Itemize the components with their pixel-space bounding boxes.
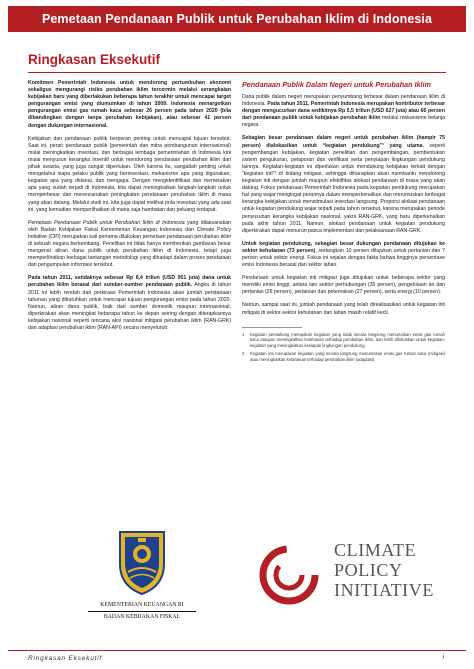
cpi-logo	[258, 540, 448, 620]
supporting-text: , seperti pengembangan kebijakan, kegiatan penelitian dan pengembangan, pembentukan sistem pengukuran, pelaporan dan verifikasi serta penyiapan lingkungan pendukung lainnya. Kegiatan-kegiatan ini diperlukan untuk mendukung kebijakan terkait dengan “kegiatan inti”² di bidang mitigasi, sehingga diharapkan akan membantu mendorong kegiatan inti dengan jumlah maupun efektifitas alokasi pendanaan di masa yang akan datang. Fokus pendanaan Pemerintah Indonesia pada kegiatan pendukung merupakan hal yang wajar mengingat perannya dalam memperkenalkan dan merumuskan berbagai kerangka kebijakan untuk menstimulasi investasi langsung. Proporsi alokasi pendanaan untuk kegiatan pendukung wajar terjadi pada tahun tersebut, karena merupakan periode penyusunan kerangka kebijakan nasional, yakni RAN-GRK, yang baru diperkenalkan pada akhir tahun 2011. Namun, alokasi pendanaan untuk kegiatan pendukung diperkirakan dapat menurun pasca implementasi dan pelaksanaan RAN-GRK.	[242, 142, 445, 234]
cpi-word-2: POLICY	[334, 560, 403, 580]
cpi-word-3: INITIATIVE	[334, 580, 434, 600]
forestry-text: , sedangkan 10 persen ditujukan untuk pertanian dan 7 persen untuk sektor energi. Fokus ini sejalan dengan fakta bahwa tingginya persentase emisi Indonesia berasal dari sektor lahan.	[242, 247, 445, 269]
left-column	[28, 80, 231, 338]
paragraph-intro: Komitmen Pemerintah Indonesia untuk mendorong pertumbuhan ekonomi sekaligus mengurangi risiko perubahan iklim tercermin melalui serangkaian kebijakan baru yang diberlakukan beberapa tahun terakhir untuk mencapai target pengurangan emisi yang diumumkan di tahun 2009. Indonesia menargetkan pengurangan emisi gas rumah kaca sebesar 26 persen pada tahun 2020 (bila dibandingkan dengan tanpa perubahan kebijakan), atau sebesar 41 persen dengan dukungan internasional.	[28, 80, 231, 129]
section-title: Ringkasan Eksekutif	[28, 52, 161, 67]
domestic-highlight: Pada tahun 2011, Pemerintah Indonesia merupakan kontributor terbesar dengan mengucurkan dana sedikitnya Rp 5,5 triliun (USD 627 juta) atau 66 persen dari pendanaan publik untuk kebijakan perubahan iklim	[242, 101, 445, 122]
footnote-divider	[242, 327, 302, 328]
paragraph-forestry	[242, 241, 445, 269]
footnote-number: 2	[242, 351, 245, 357]
kemenkeu-logo	[82, 528, 202, 638]
kemenkeu-agency: BADAN KEBIJAKAN FISKAL	[103, 614, 181, 620]
footnote-2	[242, 351, 445, 362]
document-title-banner	[8, 6, 466, 32]
paragraph-study-description	[28, 220, 231, 270]
footnote-1	[242, 332, 445, 349]
subsection-heading: Pendanaan Publik Dalam Negeri untuk Perubahan Iklim	[242, 80, 431, 89]
paragraph-realized-funding: Namun, sampai saat ini, jumlah pendanaan yang telah direalisasikan untuk kegiatan inti mitigasi di sektor-sektor kehutanan dan lahan masih relatif kecil.	[242, 302, 445, 316]
footer-divider	[8, 650, 466, 651]
domestic-text-b: melalui mekanisme belanja negara.	[242, 115, 445, 129]
study-description-text: yang dilaksanakan oleh Badan Kebijakan Fiskal Kementerian Keuangan Indonesia dan Climate Policy Initiative (CPI) merupakan kali pertama dilakukan pemetaan pendanaan perubahan iklim di sebuah negara berkembang. Penelitian ini tidak hanya memberikan gambaran besar mengenai aliran dana publik untuk perubahan iklim di Indonesia, tetapi juga memperlihatkan berbagai tantangan metodologi yang dihadapi dalam proses pendataan dan pengumpulan informasi tersebut.	[28, 219, 232, 269]
footnote-text: Kegiatan pendukung merupakan kegiatan yang tidak secara langsung menurunkan emisi gas rumah kaca ataupun meningkatkan ketahanan terhadap perubahan iklim, dan lebih difokuskan untuk kegiatan-kegiatan yang meningkatkan kesiapan lingkungan pendukung.	[250, 331, 445, 348]
domestic-text-a: Dana publik dalam negeri merupakan penyumbang terbesar dalam pendanaan iklim di Indonesia.	[242, 94, 445, 108]
paragraph-core-mitigation: Pendanaan untuk kegiatan inti mitigasi juga ditujukan untuk beberapa sektor yang memiliki emisi tinggi, antara lain sektor perhubungan (35 persen), pengelolaan air dan pertanian (26 persen), pertanian dan peternakan (27 persen), serta energi (10 persen).	[242, 275, 445, 296]
funding-highlight: Pada tahun 2011, setidaknya sebesar Rp 8,4 triliun (USD 951 juta) dana untuk perubahan iklim berasal dari sumber-sumber pendanaan publik.	[28, 275, 231, 289]
section-divider	[28, 72, 446, 73]
cpi-swirl-icon	[258, 544, 320, 606]
footnote-number: 1	[242, 331, 245, 337]
document-title: Pemetaan Pendanaan Publik untuk Perubahan Iklim di Indonesia	[41, 12, 433, 26]
footer-section-name: Ringkasan Eksekutif	[28, 655, 103, 662]
paragraph-policy-role: Kebijakan dan pendanaan publik berperan penting untuk mencapai tujuan tersebut. Saat ini, peran pendanaan publik (pemerintah dan mitra pembangunan internasional) mulai meningkatkan investasi, dan berbagai lembaga pemerintahan di Indonesia kini mulai menyusun kerangka insentif untuk mendorong pendanaan perubahan iklim dari pihak swasta, yang juga sangat diperlukan. Oleh karena itu, sangatlah penting untuk mengetahui siapa pelaku publik yang berinvestasi, mekanisme apa yang digunakan, kegiatan apa yang didanai, dan mengapa. Dengan mengidentifikasi dan memetakan apa yang sudah terjadi di Indonesia, kita dapat meningkatkan langkah-langkah untuk memperbesar dan merencanakan peningkatan pendanaan perubahan iklim di masa yang akan datang. Melalui studi ini, kita juga dapat melihat pola investasi yang ada saat ini, yang kemudian memperlihatkan di mana saja hambatan dan peluang terdapat.	[28, 135, 231, 213]
funding-text: Angka di tahun 2011 ini lebih rendah dari perkiraan Pemerintah Indonesia akan jumlah pendanaan tahunan yang dibutuhkan untuk mencapai tujuan pengurangan emisi pada tahun 2020. Namun, aliran dana publik, baik dari sumber domestik maupun internasional, diperkirakan akan meningkat beberapa tahun ke depan seiring dengan diterapkannya kebijakan nasional seperti rencana aksi nasional mitigasi perubahan iklim (RAN-GRK) dan adaptasi perubahan iklim (RAN-API) secara menyeluruh.	[28, 282, 231, 331]
right-column	[242, 80, 445, 366]
supporting-highlight: Sebagian besar pendanaan dalam negeri untuk perubahan iklim (hampir 75 persen) dialokasikan untuk “kegiatan pendukung”¹ yang utama	[242, 135, 445, 149]
kemenkeu-divider	[88, 611, 196, 612]
kemenkeu-emblem-icon	[114, 528, 170, 598]
paragraph-domestic-funding	[242, 94, 445, 129]
footnote-text: Kegiatan inti merupakan kegiatan yang secara langsung menurunkan emisi gas rumah kaca (mitigasi) atau meningkatkan ketahanan terhadap perubahan iklim (adaptasi).	[250, 351, 445, 362]
forestry-highlight: Untuk kegiatan pendukung, sebagian besar dukungan pendanaan ditujukan ke sektor kehutanan (73 persen)	[242, 240, 445, 254]
cpi-wordmark	[334, 540, 434, 600]
kemenkeu-name: KEMENTERIAN KEUANGAN RI	[100, 602, 184, 608]
paragraph-supporting-activities	[242, 135, 445, 234]
paragraph-2011-funding	[28, 275, 231, 332]
cpi-word-1: CLIMATE	[334, 540, 417, 560]
study-title-italic: Pemetaan Pendanaan Publik untuk Perubahan Iklim di Indonesia	[28, 219, 185, 226]
page-number: i	[442, 654, 444, 661]
